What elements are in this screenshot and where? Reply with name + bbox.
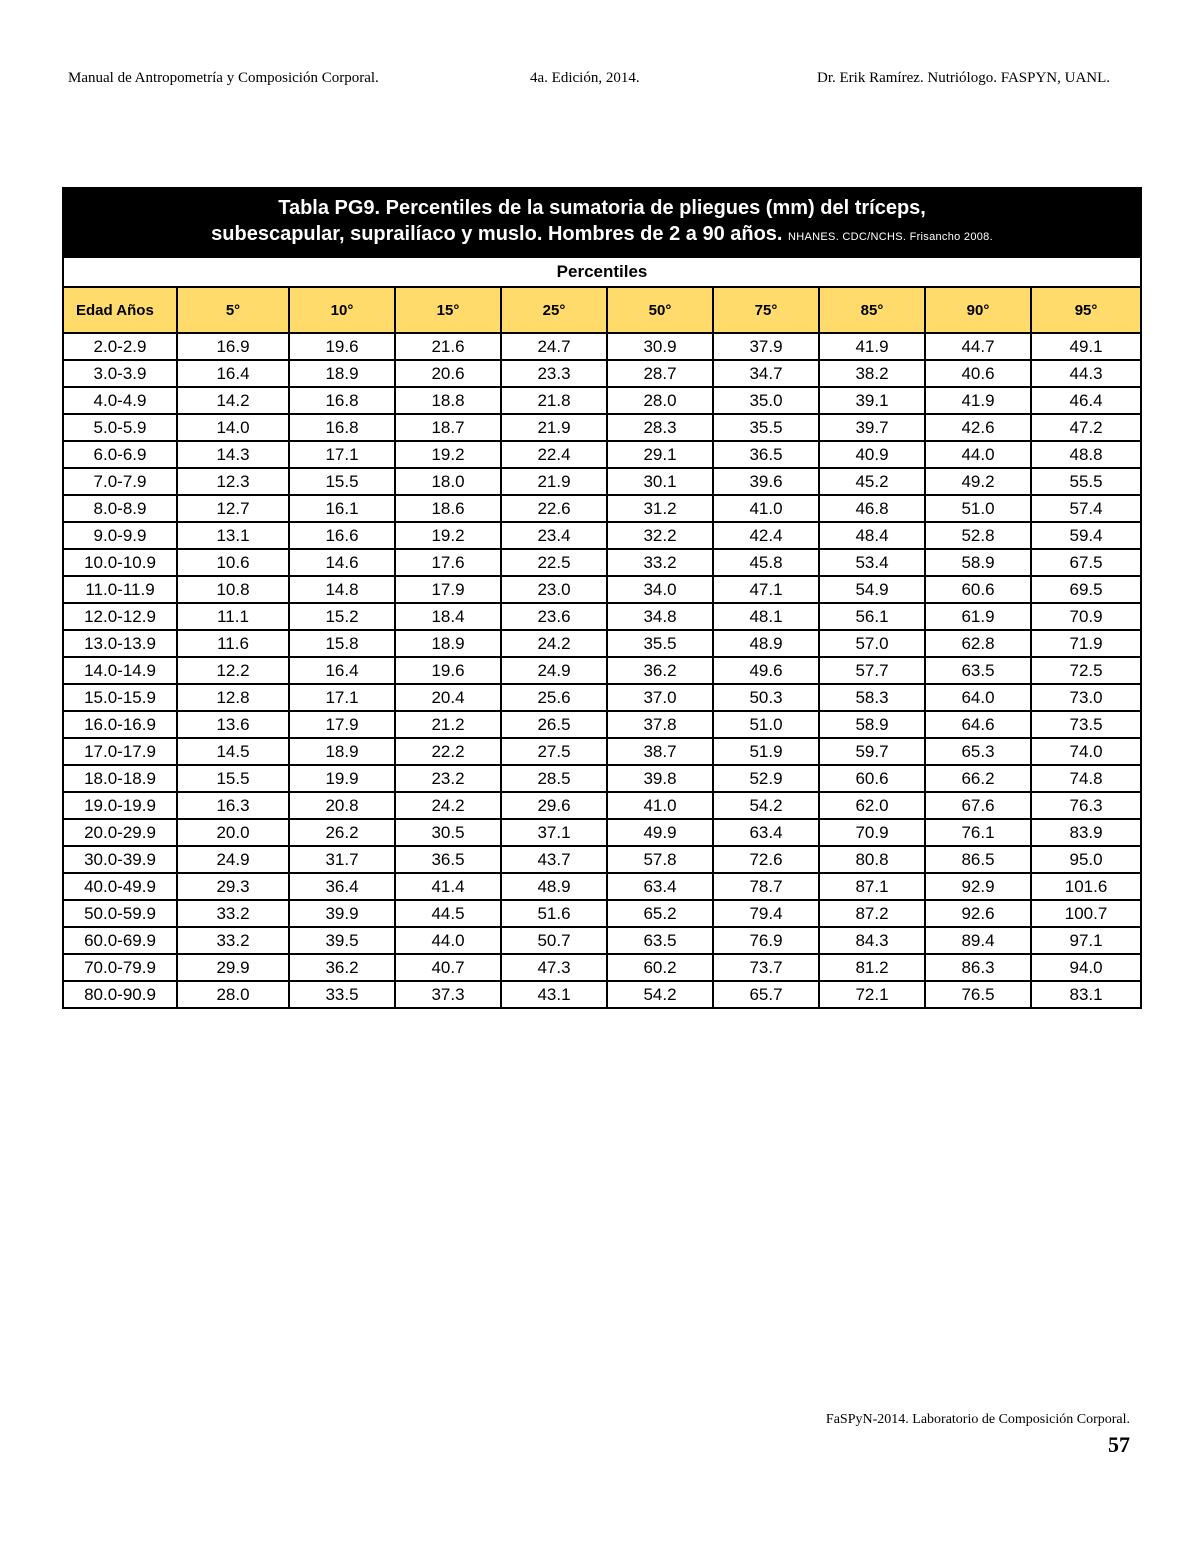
percentile-value-cell: 92.6 <box>925 900 1031 927</box>
table-title-line1: Tabla PG9. Percentiles de la sumatoria de pliegues (mm) del tríceps, <box>278 197 926 219</box>
percentile-value-cell: 24.2 <box>395 792 501 819</box>
percentile-value-cell: 45.2 <box>819 468 925 495</box>
percentile-value-cell: 79.4 <box>713 900 819 927</box>
percentile-value-cell: 29.1 <box>607 441 713 468</box>
percentile-value-cell: 47.3 <box>501 954 607 981</box>
percentile-value-cell: 15.8 <box>289 630 395 657</box>
percentile-value-cell: 22.4 <box>501 441 607 468</box>
percentile-value-cell: 35.0 <box>713 387 819 414</box>
percentile-value-cell: 60.2 <box>607 954 713 981</box>
percentile-value-cell: 48.8 <box>1031 441 1141 468</box>
percentile-value-cell: 52.9 <box>713 765 819 792</box>
age-range-cell: 80.0-90.9 <box>63 981 177 1008</box>
percentile-value-cell: 47.1 <box>713 576 819 603</box>
percentile-value-cell: 60.6 <box>925 576 1031 603</box>
percentile-value-cell: 64.6 <box>925 711 1031 738</box>
percentile-value-cell: 13.1 <box>177 522 289 549</box>
percentile-value-cell: 37.3 <box>395 981 501 1008</box>
column-header-percentile: 25° <box>501 287 607 333</box>
percentile-value-cell: 27.5 <box>501 738 607 765</box>
table-row <box>63 468 1141 495</box>
percentile-value-cell: 42.4 <box>713 522 819 549</box>
percentile-value-cell: 41.0 <box>607 792 713 819</box>
percentile-value-cell: 54.2 <box>713 792 819 819</box>
percentile-value-cell: 31.7 <box>289 846 395 873</box>
percentile-value-cell: 12.3 <box>177 468 289 495</box>
percentile-value-cell: 45.8 <box>713 549 819 576</box>
percentile-value-cell: 74.0 <box>1031 738 1141 765</box>
percentile-value-cell: 51.0 <box>713 711 819 738</box>
percentile-value-cell: 39.9 <box>289 900 395 927</box>
percentile-value-cell: 39.5 <box>289 927 395 954</box>
percentile-value-cell: 12.8 <box>177 684 289 711</box>
table-row <box>63 603 1141 630</box>
percentile-value-cell: 61.9 <box>925 603 1031 630</box>
percentile-value-cell: 46.4 <box>1031 387 1141 414</box>
percentile-value-cell: 40.6 <box>925 360 1031 387</box>
percentile-value-cell: 21.8 <box>501 387 607 414</box>
percentile-value-cell: 22.5 <box>501 549 607 576</box>
column-header-percentile: 85° <box>819 287 925 333</box>
percentile-value-cell: 43.1 <box>501 981 607 1008</box>
percentile-value-cell: 37.0 <box>607 684 713 711</box>
age-range-cell: 11.0-11.9 <box>63 576 177 603</box>
percentile-value-cell: 23.3 <box>501 360 607 387</box>
percentile-value-cell: 29.6 <box>501 792 607 819</box>
percentile-value-cell: 15.5 <box>177 765 289 792</box>
percentile-value-cell: 48.1 <box>713 603 819 630</box>
percentile-value-cell: 19.6 <box>395 657 501 684</box>
percentile-value-cell: 50.3 <box>713 684 819 711</box>
percentile-value-cell: 21.9 <box>501 414 607 441</box>
percentile-value-cell: 30.9 <box>607 333 713 360</box>
percentile-value-cell: 19.6 <box>289 333 395 360</box>
table-row <box>63 495 1141 522</box>
percentile-value-cell: 24.9 <box>501 657 607 684</box>
percentile-value-cell: 72.1 <box>819 981 925 1008</box>
table-row <box>63 549 1141 576</box>
age-range-cell: 15.0-15.9 <box>63 684 177 711</box>
percentile-value-cell: 70.9 <box>1031 603 1141 630</box>
percentile-value-cell: 78.7 <box>713 873 819 900</box>
percentile-value-cell: 33.2 <box>177 900 289 927</box>
percentile-value-cell: 57.7 <box>819 657 925 684</box>
percentile-value-cell: 72.6 <box>713 846 819 873</box>
percentile-value-cell: 63.4 <box>607 873 713 900</box>
percentile-value-cell: 53.4 <box>819 549 925 576</box>
age-range-cell: 20.0-29.9 <box>63 819 177 846</box>
percentile-value-cell: 76.5 <box>925 981 1031 1008</box>
table-row <box>63 765 1141 792</box>
percentile-value-cell: 92.9 <box>925 873 1031 900</box>
percentile-value-cell: 39.1 <box>819 387 925 414</box>
percentile-value-cell: 65.3 <box>925 738 1031 765</box>
percentile-value-cell: 12.2 <box>177 657 289 684</box>
percentile-value-cell: 16.4 <box>177 360 289 387</box>
table-row <box>63 819 1141 846</box>
percentile-value-cell: 32.2 <box>607 522 713 549</box>
percentile-value-cell: 12.7 <box>177 495 289 522</box>
percentile-value-cell: 17.9 <box>289 711 395 738</box>
age-range-cell: 40.0-49.9 <box>63 873 177 900</box>
percentile-value-cell: 41.9 <box>819 333 925 360</box>
percentile-value-cell: 44.0 <box>925 441 1031 468</box>
percentile-value-cell: 46.8 <box>819 495 925 522</box>
percentile-value-cell: 87.1 <box>819 873 925 900</box>
percentile-value-cell: 63.4 <box>713 819 819 846</box>
percentile-value-cell: 87.2 <box>819 900 925 927</box>
age-range-cell: 30.0-39.9 <box>63 846 177 873</box>
table-row <box>63 657 1141 684</box>
table-row <box>63 900 1141 927</box>
percentile-value-cell: 19.2 <box>395 441 501 468</box>
percentile-value-cell: 24.7 <box>501 333 607 360</box>
age-range-cell: 60.0-69.9 <box>63 927 177 954</box>
percentile-value-cell: 42.6 <box>925 414 1031 441</box>
column-header-percentile: 90° <box>925 287 1031 333</box>
percentile-value-cell: 76.9 <box>713 927 819 954</box>
percentile-value-cell: 57.0 <box>819 630 925 657</box>
percentile-value-cell: 13.6 <box>177 711 289 738</box>
page-number: 57 <box>1108 1432 1130 1457</box>
percentile-value-cell: 36.4 <box>289 873 395 900</box>
percentile-value-cell: 36.2 <box>289 954 395 981</box>
table-row <box>63 927 1141 954</box>
percentile-value-cell: 49.2 <box>925 468 1031 495</box>
percentile-value-cell: 23.2 <box>395 765 501 792</box>
percentile-value-cell: 33.2 <box>177 927 289 954</box>
percentile-value-cell: 67.6 <box>925 792 1031 819</box>
percentile-value-cell: 71.9 <box>1031 630 1141 657</box>
percentile-value-cell: 59.4 <box>1031 522 1141 549</box>
table-row <box>63 738 1141 765</box>
header-edition: 4a. Edición, 2014. <box>530 70 640 86</box>
percentile-value-cell: 83.1 <box>1031 981 1141 1008</box>
percentile-value-cell: 15.2 <box>289 603 395 630</box>
percentile-value-cell: 59.7 <box>819 738 925 765</box>
percentile-value-cell: 11.6 <box>177 630 289 657</box>
table-row <box>63 711 1141 738</box>
percentile-table-container <box>62 187 1140 1009</box>
percentile-value-cell: 49.6 <box>713 657 819 684</box>
age-range-cell: 9.0-9.9 <box>63 522 177 549</box>
percentile-value-cell: 20.0 <box>177 819 289 846</box>
age-range-cell: 6.0-6.9 <box>63 441 177 468</box>
table-row <box>63 981 1141 1008</box>
percentile-value-cell: 50.7 <box>501 927 607 954</box>
percentile-value-cell: 11.1 <box>177 603 289 630</box>
percentile-value-cell: 35.5 <box>713 414 819 441</box>
table-row <box>63 522 1141 549</box>
percentile-value-cell: 86.5 <box>925 846 1031 873</box>
percentile-value-cell: 62.8 <box>925 630 1031 657</box>
percentile-value-cell: 41.4 <box>395 873 501 900</box>
column-header-percentile: 15° <box>395 287 501 333</box>
percentile-value-cell: 47.2 <box>1031 414 1141 441</box>
percentile-value-cell: 28.7 <box>607 360 713 387</box>
percentile-value-cell: 37.9 <box>713 333 819 360</box>
column-header-row <box>63 287 1141 333</box>
percentile-value-cell: 73.5 <box>1031 711 1141 738</box>
percentile-value-cell: 83.9 <box>1031 819 1141 846</box>
percentile-value-cell: 18.8 <box>395 387 501 414</box>
percentile-value-cell: 65.2 <box>607 900 713 927</box>
percentile-value-cell: 60.6 <box>819 765 925 792</box>
percentile-value-cell: 44.0 <box>395 927 501 954</box>
percentile-value-cell: 40.9 <box>819 441 925 468</box>
percentile-value-cell: 23.6 <box>501 603 607 630</box>
percentile-value-cell: 39.8 <box>607 765 713 792</box>
percentile-value-cell: 28.5 <box>501 765 607 792</box>
header-manual-title: Manual de Antropometría y Composición Corporal. <box>68 70 379 86</box>
percentile-value-cell: 10.8 <box>177 576 289 603</box>
percentile-value-cell: 80.8 <box>819 846 925 873</box>
percentile-value-cell: 18.6 <box>395 495 501 522</box>
percentile-value-cell: 63.5 <box>607 927 713 954</box>
table-row <box>63 576 1141 603</box>
age-range-cell: 19.0-19.9 <box>63 792 177 819</box>
percentile-value-cell: 17.1 <box>289 441 395 468</box>
percentile-value-cell: 56.1 <box>819 603 925 630</box>
percentile-value-cell: 34.8 <box>607 603 713 630</box>
percentile-value-cell: 94.0 <box>1031 954 1141 981</box>
percentile-value-cell: 41.0 <box>713 495 819 522</box>
age-range-cell: 5.0-5.9 <box>63 414 177 441</box>
age-range-cell: 17.0-17.9 <box>63 738 177 765</box>
percentile-value-cell: 67.5 <box>1031 549 1141 576</box>
percentile-value-cell: 35.5 <box>607 630 713 657</box>
age-range-cell: 2.0-2.9 <box>63 333 177 360</box>
percentile-table <box>62 187 1142 1009</box>
table-row <box>63 954 1141 981</box>
percentile-value-cell: 54.9 <box>819 576 925 603</box>
table-row <box>63 441 1141 468</box>
percentile-value-cell: 44.5 <box>395 900 501 927</box>
table-row <box>63 387 1141 414</box>
table-row <box>63 873 1141 900</box>
age-range-cell: 18.0-18.9 <box>63 765 177 792</box>
percentile-value-cell: 26.2 <box>289 819 395 846</box>
age-range-cell: 13.0-13.9 <box>63 630 177 657</box>
percentile-value-cell: 20.4 <box>395 684 501 711</box>
percentile-value-cell: 28.3 <box>607 414 713 441</box>
percentile-value-cell: 19.9 <box>289 765 395 792</box>
footer-lab-name: FaSPyN-2014. Laboratorio de Composición Corporal. <box>825 1412 1130 1427</box>
percentile-value-cell: 29.3 <box>177 873 289 900</box>
percentile-value-cell: 29.9 <box>177 954 289 981</box>
percentile-value-cell: 18.9 <box>289 738 395 765</box>
percentile-value-cell: 31.2 <box>607 495 713 522</box>
percentile-value-cell: 14.8 <box>289 576 395 603</box>
percentile-value-cell: 14.2 <box>177 387 289 414</box>
percentile-value-cell: 48.4 <box>819 522 925 549</box>
age-range-cell: 70.0-79.9 <box>63 954 177 981</box>
percentile-value-cell: 86.3 <box>925 954 1031 981</box>
percentile-value-cell: 100.7 <box>1031 900 1141 927</box>
table-source: NHANES. CDC/NCHS. Frisancho 2008. <box>788 231 993 243</box>
percentile-value-cell: 15.5 <box>289 468 395 495</box>
percentile-value-cell: 20.8 <box>289 792 395 819</box>
table-row <box>63 360 1141 387</box>
percentile-value-cell: 57.4 <box>1031 495 1141 522</box>
percentile-value-cell: 18.4 <box>395 603 501 630</box>
age-range-cell: 14.0-14.9 <box>63 657 177 684</box>
percentile-value-cell: 55.5 <box>1031 468 1141 495</box>
percentile-value-cell: 28.0 <box>177 981 289 1008</box>
percentile-value-cell: 16.4 <box>289 657 395 684</box>
percentile-value-cell: 16.9 <box>177 333 289 360</box>
percentile-value-cell: 14.5 <box>177 738 289 765</box>
table-row <box>63 630 1141 657</box>
percentile-value-cell: 36.2 <box>607 657 713 684</box>
percentile-value-cell: 28.0 <box>607 387 713 414</box>
table-title-line2: subescapular, suprailíaco y muslo. Hombres de 2 a 90 años. <box>211 223 783 245</box>
percentile-value-cell: 21.9 <box>501 468 607 495</box>
percentile-value-cell: 18.9 <box>289 360 395 387</box>
table-row <box>63 414 1141 441</box>
percentile-value-cell: 23.0 <box>501 576 607 603</box>
percentile-value-cell: 20.6 <box>395 360 501 387</box>
percentile-value-cell: 16.8 <box>289 387 395 414</box>
percentile-value-cell: 18.7 <box>395 414 501 441</box>
percentile-value-cell: 64.0 <box>925 684 1031 711</box>
percentile-value-cell: 76.1 <box>925 819 1031 846</box>
percentile-value-cell: 14.6 <box>289 549 395 576</box>
percentile-value-cell: 51.6 <box>501 900 607 927</box>
percentile-value-cell: 33.5 <box>289 981 395 1008</box>
percentile-value-cell: 41.9 <box>925 387 1031 414</box>
percentile-value-cell: 18.0 <box>395 468 501 495</box>
percentile-value-cell: 21.6 <box>395 333 501 360</box>
percentile-value-cell: 26.5 <box>501 711 607 738</box>
percentile-value-cell: 22.6 <box>501 495 607 522</box>
age-range-cell: 7.0-7.9 <box>63 468 177 495</box>
percentile-value-cell: 17.1 <box>289 684 395 711</box>
percentile-value-cell: 84.3 <box>819 927 925 954</box>
percentile-value-cell: 14.0 <box>177 414 289 441</box>
percentile-value-cell: 74.8 <box>1031 765 1141 792</box>
table-row <box>63 684 1141 711</box>
percentile-value-cell: 49.1 <box>1031 333 1141 360</box>
percentile-value-cell: 101.6 <box>1031 873 1141 900</box>
percentile-value-cell: 39.6 <box>713 468 819 495</box>
percentile-value-cell: 51.0 <box>925 495 1031 522</box>
percentile-value-cell: 95.0 <box>1031 846 1141 873</box>
percentile-value-cell: 49.9 <box>607 819 713 846</box>
percentile-value-cell: 17.6 <box>395 549 501 576</box>
column-header-percentile: 10° <box>289 287 395 333</box>
percentile-value-cell: 58.9 <box>819 711 925 738</box>
percentile-value-cell: 52.8 <box>925 522 1031 549</box>
percentile-value-cell: 38.2 <box>819 360 925 387</box>
percentile-value-cell: 63.5 <box>925 657 1031 684</box>
percentile-value-cell: 69.5 <box>1031 576 1141 603</box>
percentile-value-cell: 97.1 <box>1031 927 1141 954</box>
table-row <box>63 846 1141 873</box>
percentile-value-cell: 54.2 <box>607 981 713 1008</box>
percentile-value-cell: 36.5 <box>713 441 819 468</box>
age-range-cell: 12.0-12.9 <box>63 603 177 630</box>
age-range-cell: 4.0-4.9 <box>63 387 177 414</box>
percentiles-group-header: Percentiles <box>63 257 1141 287</box>
percentile-value-cell: 14.3 <box>177 441 289 468</box>
age-range-cell: 3.0-3.9 <box>63 360 177 387</box>
percentile-value-cell: 40.7 <box>395 954 501 981</box>
percentile-value-cell: 34.0 <box>607 576 713 603</box>
percentile-value-cell: 65.7 <box>713 981 819 1008</box>
percentile-value-cell: 48.9 <box>501 873 607 900</box>
table-title <box>63 188 1141 257</box>
percentile-value-cell: 16.8 <box>289 414 395 441</box>
percentile-value-cell: 66.2 <box>925 765 1031 792</box>
percentile-value-cell: 89.4 <box>925 927 1031 954</box>
percentile-value-cell: 18.9 <box>395 630 501 657</box>
percentile-value-cell: 76.3 <box>1031 792 1141 819</box>
column-header-percentile: 75° <box>713 287 819 333</box>
age-range-cell: 8.0-8.9 <box>63 495 177 522</box>
percentile-value-cell: 30.5 <box>395 819 501 846</box>
percentile-value-cell: 21.2 <box>395 711 501 738</box>
table-row <box>63 333 1141 360</box>
column-header-age: Edad Años <box>63 287 177 333</box>
column-header-percentile: 5° <box>177 287 289 333</box>
age-range-cell: 50.0-59.9 <box>63 900 177 927</box>
percentile-value-cell: 81.2 <box>819 954 925 981</box>
age-range-cell: 16.0-16.9 <box>63 711 177 738</box>
percentile-value-cell: 58.3 <box>819 684 925 711</box>
percentile-value-cell: 62.0 <box>819 792 925 819</box>
percentile-value-cell: 44.7 <box>925 333 1031 360</box>
percentile-value-cell: 58.9 <box>925 549 1031 576</box>
percentile-value-cell: 30.1 <box>607 468 713 495</box>
percentile-value-cell: 73.0 <box>1031 684 1141 711</box>
percentile-value-cell: 22.2 <box>395 738 501 765</box>
percentile-value-cell: 16.6 <box>289 522 395 549</box>
percentile-value-cell: 43.7 <box>501 846 607 873</box>
percentile-value-cell: 36.5 <box>395 846 501 873</box>
percentile-value-cell: 33.2 <box>607 549 713 576</box>
column-header-percentile: 50° <box>607 287 713 333</box>
percentile-value-cell: 34.7 <box>713 360 819 387</box>
percentile-value-cell: 73.7 <box>713 954 819 981</box>
percentile-value-cell: 57.8 <box>607 846 713 873</box>
percentile-value-cell: 23.4 <box>501 522 607 549</box>
percentile-value-cell: 24.2 <box>501 630 607 657</box>
percentile-value-cell: 70.9 <box>819 819 925 846</box>
percentile-value-cell: 25.6 <box>501 684 607 711</box>
percentile-value-cell: 48.9 <box>713 630 819 657</box>
percentile-value-cell: 19.2 <box>395 522 501 549</box>
percentile-value-cell: 39.7 <box>819 414 925 441</box>
column-header-percentile: 95° <box>1031 287 1141 333</box>
age-range-cell: 10.0-10.9 <box>63 549 177 576</box>
percentile-value-cell: 37.8 <box>607 711 713 738</box>
percentile-value-cell: 16.3 <box>177 792 289 819</box>
percentile-value-cell: 51.9 <box>713 738 819 765</box>
percentile-value-cell: 37.1 <box>501 819 607 846</box>
percentile-value-cell: 16.1 <box>289 495 395 522</box>
percentile-value-cell: 24.9 <box>177 846 289 873</box>
percentile-value-cell: 10.6 <box>177 549 289 576</box>
header-author: Dr. Erik Ramírez. Nutriólogo. FASPYN, UANL. <box>817 70 1111 86</box>
percentile-value-cell: 72.5 <box>1031 657 1141 684</box>
table-row <box>63 792 1141 819</box>
percentile-value-cell: 44.3 <box>1031 360 1141 387</box>
percentile-value-cell: 17.9 <box>395 576 501 603</box>
percentile-value-cell: 38.7 <box>607 738 713 765</box>
table-body <box>63 333 1141 1008</box>
